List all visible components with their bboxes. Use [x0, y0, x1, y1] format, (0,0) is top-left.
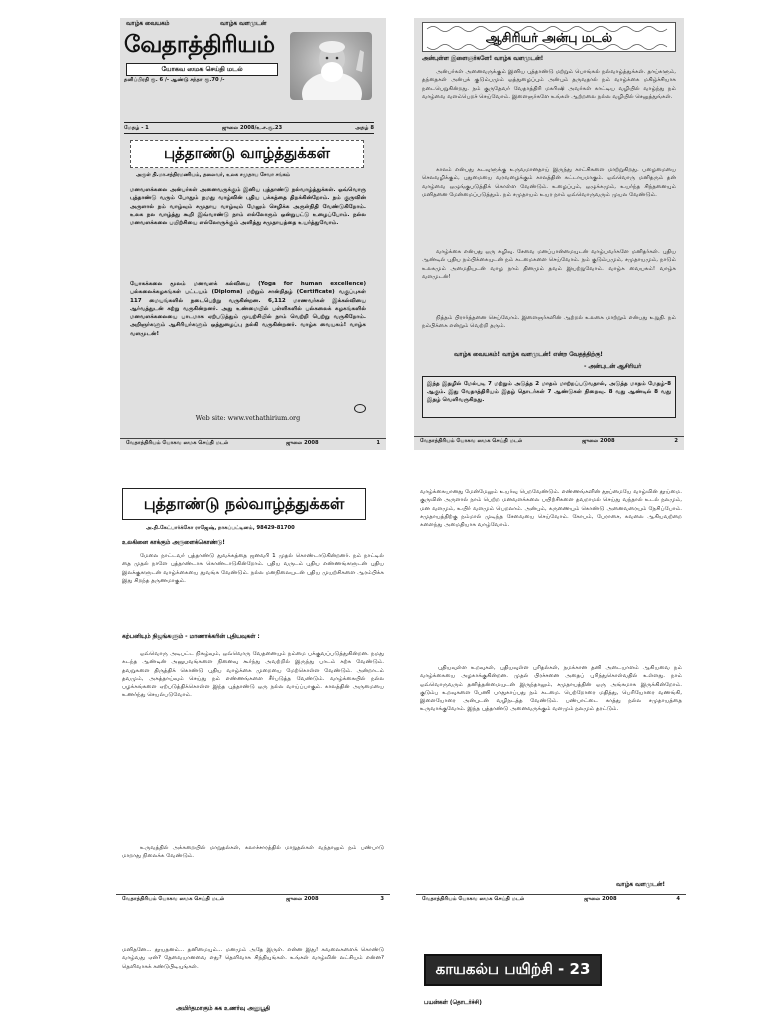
website-line: Web site: www.vethathirium.org: [195, 414, 301, 422]
subheading: அமிர்தமாகும் சுக உணர்வு அனுபூதி: [176, 1006, 271, 1012]
letter-paragraph-1: அன்பர்கள் அனைவருக்கும் இனிய புத்தாண்டு மற்றும் பொங்கல் நல்வாழ்த்துக்கள். தாய்களும், தந்தைகள் அன்புக் குடும்பமும் ஒத்துழைப்பும் அன்பும் தருவதால் நம் வாழ்க்கை மகிழ்ச்சியாக நடைபெறுகின்றது. நம் குருதேவர் வேதாத்திரி மகரிஷி அவர்கள் காட்டிய வழியில் வாழ்ந்து நம் வாழ்வை வளம்பெறச் செய்வோம். இளைஞர்களே உங்கள் ஆற்றலை நல்ல வழியில் செலுத்துங்கள்.: [422, 69, 676, 100]
footer-page-number: 3: [380, 896, 384, 902]
issue-bar: [124, 122, 374, 134]
page-footer: [416, 894, 686, 903]
letter-paragraph-3: வாழ்க்கை என்பது ஒரு கழிவு. சேவை மனப்பான்மையுடன் வாழ்பவர்களே மனிதர்கள். புதிய ஆண்டில் புதிய நம்பிக்கையுடன் நம் கடமைகளை செய்வோம். நம் குடும்பமும், சமுதாயமும், நாடும் உலகமும் அமைதியுடன் வாழ நாம் தினமும் தவம் இயற்றுவோம். வாழ்க வையகம்! வாழ்க வளமுடன்!: [422, 249, 676, 280]
footer-title: வேதாத்திரியம் யோகவ ஸமக செய்தி மடல்: [126, 440, 229, 446]
body-paragraph-1: மனவளக்கலை அன்பர்கள் அனைவருக்கும் இனிய புத்தாண்டு நல்வாழ்த்துக்கள். ஒவ்வொரு புத்தாண்டு வரும் போதும் நமது வாழ்வின் புதிய பக்கத்தை திறக்கின்றோம். நம் குருவின் அருளால் நம் வாழ்வும் சமுதாய வாழ்வும் மேலும் செழிக்க அருள்நிதி வேண்டுகிறோம். உலக நல வாழ்த்து கூறி இவ்வாண்டு நாம் எல்லோரும் ஒன்றுபட்டு உழைப்போம். நல்ல மனவளக்கலை பயிற்சியை எல்லோருக்கும் அளித்து சமுதாயத்தை உயர்த்துவோம்.: [130, 187, 366, 227]
footer-page-number: 4: [676, 896, 680, 902]
issue-volume: மேதழ் - 1: [124, 125, 149, 131]
topline-right: வாழ்க வளமுடன்: [220, 21, 267, 27]
headline-box: [122, 488, 366, 520]
article-paragraph-1: மேலை நாட்டவர் புத்தாண்டு துவக்கத்தை ஜனவரி 1 முதல் கொண்டாடுகின்றனர். நம் நாட்டில் தை முதல் நாளே புத்தாண்டாக கொண்டாடுகின்றோம். புதிய வருடம் புதிய எண்ணங்களுடன் புதிய இலக்குகளுடன் வாழ்க்கையை துவங்க வேண்டும். நல்ல மனநிலையுடன் புதிய முயற்சிகளை ஆரம்பிக்க இது சிறந்த தருணமாகும்.: [122, 553, 384, 584]
issue-date: ஜுலை 2008/உ.ச.சூ.23: [222, 125, 283, 131]
footer-date: ஜுலை 2008: [584, 896, 617, 902]
issue-number: அதழ் 8: [355, 125, 374, 131]
letter-signature: - அன்புடன் ஆசிரியர்: [584, 364, 642, 370]
body-paragraph-2: யோகக்கலை மூலம் மனவளக் கல்வியை (Yoga for human excellence) பல்கலைக்கழகங்கள் பட்டயம் (Diploma) மற்றும் சான்றிதழ் (Certificate) வகுப்புகள் 117 மையங்களில் நடைபெற்று வருகின்றன. 6,112 மாணவர்கள் இக்கல்வியை ஆர்வத்துடன் கற்று வருகின்றனர். அது உண்மையில் பள்ளிகளில் பல்கலைக் கழகங்களில் மனவளக்கலையை பாடமாக ஏற்படுத்தும் முயற்சியில் நாம் வெற்றி பெற்று வருகிறோம். அறிஞர்களும் ஆசிரியர்களும் ஒத்துழைப்பு நல்கி வருகின்றனர். வாழ்க வையகம்! வாழ்க வளமுடன்!: [130, 281, 366, 337]
page-footer: [116, 894, 390, 903]
page-6: [416, 944, 686, 1024]
exercise-banner: [424, 954, 602, 986]
banner-title: ஆசிரியர் அன்பு மடல்: [485, 30, 613, 45]
footer-date: ஜுலை 2008: [286, 896, 319, 902]
page-5: [116, 944, 390, 1024]
masthead-subtitle: யோகவ ஸமக செய்தி மடல்: [126, 63, 278, 76]
headline-box: [130, 140, 364, 168]
footer-page-number: 1: [376, 440, 380, 446]
greeting-line: அன்புள்ள இளைஞர்களே! வாழ்க வளமுடன்!: [422, 56, 544, 62]
article-paragraph-1: வாழ்க்கையானது மேன்மேலும் உயர்வு பெறவேண்டும். எண்ணங்களின் தூய்மையே வாழ்வின் தூய்மை. குருவின் அருளால் நாம் பெற்ற மனவளக்கலை பயிற்சிகளை தவறாமல் செய்து வந்தால் உடல் நலமும், மன வளமும், உயிர் வளமும் பெறலாம். அன்பும், கருணையும் கொண்டு அனைவரையும் நேசிப்போம். சமுதாயத்திற்கு நம்மால் முடிந்த சேவையை செய்வோம். கோபம், பேராசை, கவலை ஆகியவற்றை களைந்து அமைதியாக வாழ்வோம்.: [420, 489, 682, 529]
page-2: [414, 18, 684, 450]
subheading-1: உலகினை காக்கும் அருளைக்கொண்டு!: [122, 540, 225, 546]
letter-closing: வாழ்க வையகம்! வாழ்க வளமுடன்! என்ற வேதத்திற்கு!: [454, 352, 603, 358]
footer-date: ஜுலை 2008: [582, 438, 615, 444]
letter-paragraph-2: காலம் என்பது கடவுளுக்கு உருவமானதாய் இருந்து காட்சிகளை மாற்றுகிறது. பழைமையை செலவழிக்கும், புதுமையை வரவழைக்கும் காலத்தின் கட்டாயமாகும். ஒவ்வொரு மனிதரும் தன் வாழ்வை ஒழுங்குபடுத்திக் கொள்ள வேண்டும். உழைப்பும், ஒழுக்கமும், உயர்ந்த சிந்தனையும் மனிதனை மேன்மைப்படுத்தும். நம் சமுதாயம் உயர நாம் ஒவ்வொருவரும் முயல வேண்டும்.: [422, 167, 676, 198]
article-paragraph-1: மனிதனே... தூயதனம்... தனிமையும்... மனமும் அதே இருள். என்ன இது! கவலைகளைக் கொண்டு வாழ்வது ஏன்? தேவையானவை எது? தெளிவாக சிந்தியுங்கள். உங்கள் வாழ்வின் லட்சியம் என்ன? தெளிவாகக் கண்டுபிடியுங்கள்.: [122, 947, 384, 970]
page-footer: [120, 438, 386, 447]
headline: புத்தாண்டு நல்வாழ்த்துக்கள்: [143, 493, 345, 513]
letter-paragraph-4: நித்தம் பிரார்த்தனை செய்வோம். இளைஞர்களின் ஆற்றல் உலகை மாற்றும் என்பது உறுதி. நம் நம்பிக்கை என்றும் வெற்றி தரும்.: [422, 315, 676, 330]
page-footer: [414, 436, 684, 445]
notice-box: [422, 376, 676, 418]
notice-text: இந்த இதழில் மேல்படி 7 மற்றும் அடுத்த 2 மாதம் மாற்றப்படுவதால், அடுத்த மாதம் மேதழ்-8 ஆகும். இது வேதாத்திரியம் இதழ் தொடர்கள் 7 ஆண்டுகள் நிறைவு. 8 வது ஆண்டில் 8 வது இதழ் வெளிவருகிறது.: [427, 381, 671, 404]
section-label: பயன்கள் (தொடர்ச்சி): [424, 1000, 482, 1006]
topline-left: வாழ்க வையகம்: [126, 21, 170, 27]
page-corner-icon: [354, 404, 366, 413]
subheading-2: கற்பனியும் நிஜங்களும் - மாணாக்கரின் புதியவுகள் :: [122, 634, 260, 640]
footer-title: வேதாத்திரியம் யோகவ ஸமக செய்தி மடல்: [422, 896, 525, 902]
price-line: தனிப்பிரதி ரூ. 6 /- ஆண்டு சந்தா ரூ.70 /-: [124, 77, 225, 83]
article-paragraph-2: புதியவுள்ள உறவுகள், புதியவுள்ள புரிதல்கள், நமக்கான தனி அடையாளம் ஆகியவை நம் வாழ்க்கையை அழகாக்குகின்றன. முதல் பிரச்சனை அதைப் புரிந்துகொள்வதில் உள்ளது. நாம் ஒவ்வொருவரும் தனித்தன்மையுடன் இருந்தாலும், சமுதாயத்தின் ஒரு அங்கமாக இருக்கின்றோம். குடும்ப உறவுகளை பேணி பாதுகாப்பது நம் கடமை. பெற்றோரை மதித்து, பெரியோரை வணங்கி, இளையோரை அன்புடன் வழிநடத்த வேண்டும். பண்பாட்டை காத்து நல்ல சமுதாயத்தை உருவாக்குவோம். இந்த புத்தாண்டு அனைவருக்கும் வளமும் நலமும் தரட்டும்.: [420, 665, 682, 713]
headline: புத்தாண்டு வாழ்த்துக்கள்: [163, 144, 330, 162]
footer-title: வேதாத்திரியம் யோகவ ஸமக செய்தி மடல்: [122, 896, 225, 902]
page-4: [416, 484, 686, 912]
exercise-banner-title: காயகல்ப பயிற்சி - 23: [435, 960, 591, 978]
article-paragraph-2: ஒவ்வொரு அடிபட்ட நிகழ்வும், ஒவ்வொரு வேதனையும் நம்மை பக்குவப்படுத்துகின்றன. நமது கடந்த ஆண்டின் அனுபவங்களை நினைவு கூர்ந்து அவற்றில் இருந்து பாடம் கற்க வேண்டும். தவறுகளை திருத்திக் கொண்டு புதிய வாழ்க்கை முறையை மேற்கொள்ள வேண்டும். அன்றாடம் தவமும், அகத்தாய்வும் செய்து நம் எண்ணங்களை சீர்படுத்த வேண்டும். வாழ்க்கையில் நல்ல பழக்கங்களை ஏற்படுத்திக்கொள்ள இந்த புத்தாண்டு ஒரு நல்ல வாய்ப்பாகும். காலத்தின் அருமையை உணர்ந்து செயல்படுவோம்.: [122, 651, 384, 699]
page-3: [116, 484, 390, 912]
founder-portrait: [290, 32, 372, 100]
byline: அ.தி.கேட்பார்க்கோ ராஜேஷ், நாகப்பட்டினம், 98429-81700: [146, 525, 295, 531]
banner-box: [422, 22, 676, 52]
article-closing: வாழ்க வளமுடன்!: [616, 882, 666, 888]
masthead: வேதாத்திரியம்: [124, 32, 275, 58]
footer-title: வேதாத்திரியம் யோகவ ஸமக செய்தி மடல்: [420, 438, 523, 444]
page-1: [120, 18, 386, 450]
footer-page-number: 2: [674, 438, 678, 444]
footer-date: ஜுலை 2008: [286, 440, 319, 446]
article-paragraph-3: உருவத்தில் அக்கறையில் மாறுதல்கள், கலாச்சாரத்தில் மாறுதல்கள் வந்தாலும் நம் பண்பாடு மாறாது நிலைக்க வேண்டும்.: [122, 845, 384, 860]
byline: அருள் தி.மா.சத்திரமணியம், தலைவர், உலக சமுதாய சேவா சங்கம்: [136, 172, 290, 178]
